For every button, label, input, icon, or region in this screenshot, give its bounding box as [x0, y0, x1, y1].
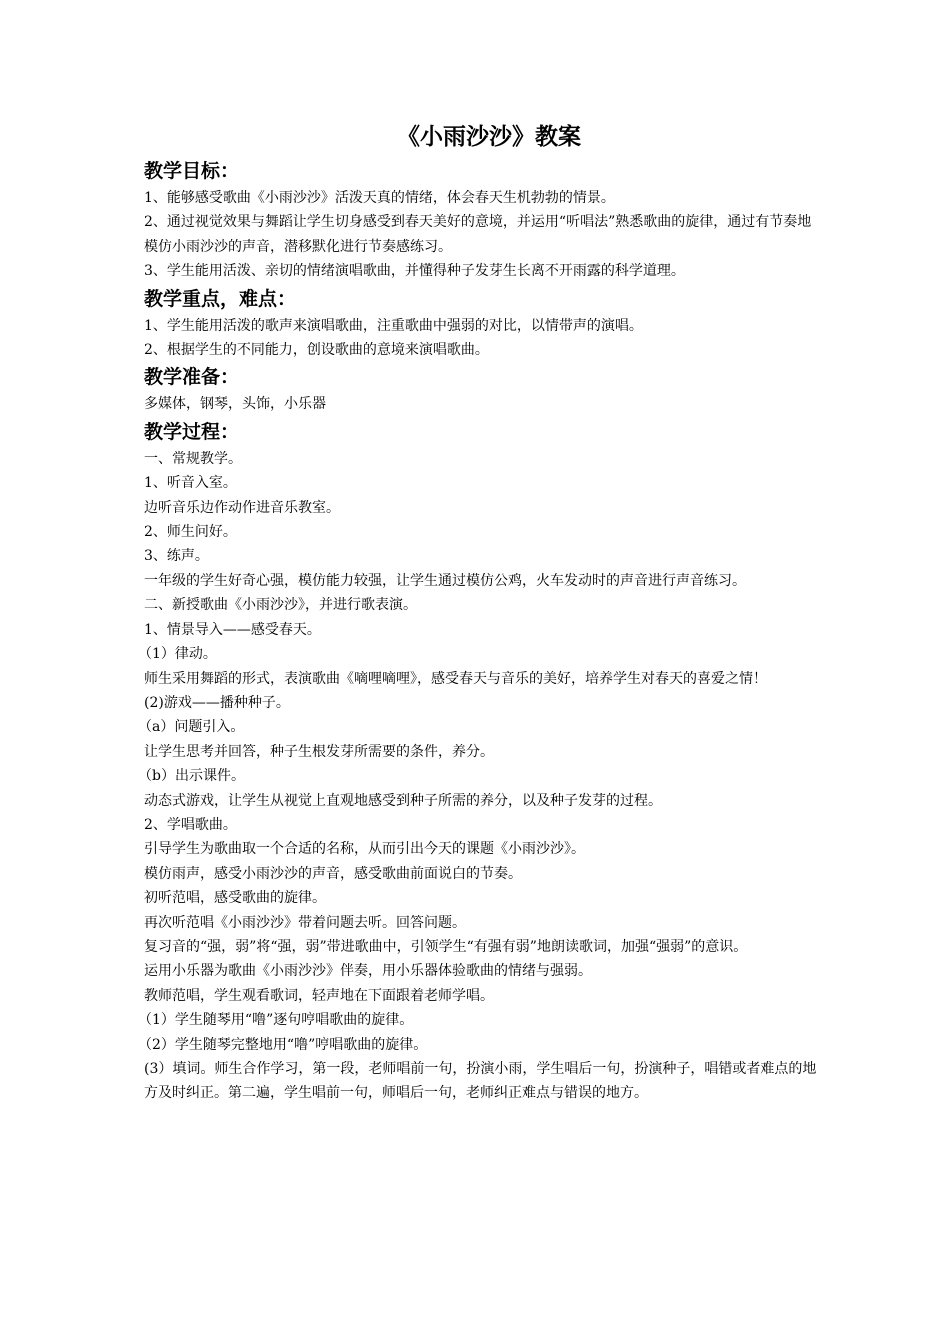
section-heading: 教学重点，难点：: [144, 287, 297, 310]
paragraph: 2、通过视觉效果与舞蹈让学生切身感受到春天美好的意境，并运用“听唱法”熟悉歌曲的旋律，通过有节奏地模仿小雨沙沙的声音，潜移默化进行节奏感练习。: [144, 214, 812, 255]
paragraph: （b）出示课件。: [138, 768, 245, 785]
paragraph: 边听音乐边作动作进音乐教室。: [144, 499, 340, 516]
paragraph: 3、练声。: [144, 548, 209, 565]
paragraph: （1）律动。: [138, 646, 217, 663]
section-objectives: [144, 156, 824, 284]
paragraph: 2、根据学生的不同能力，创设歌曲的意境来演唱歌曲。: [144, 342, 489, 359]
paragraph: (2)游戏——播种种子。: [144, 694, 290, 711]
paragraph: 一、常规教学。: [144, 450, 242, 467]
section-heading: 教学过程：: [144, 420, 240, 443]
paragraph: 1、听音入室。: [144, 475, 237, 492]
paragraph: （2）学生随琴完整地用“噜”哼唱歌曲的旋律。: [138, 1036, 428, 1053]
paragraph: 2、学唱歌曲。: [144, 816, 237, 833]
paragraph: （1）学生随琴用“噜”逐句哼唱歌曲的旋律。: [138, 1012, 414, 1029]
paragraph: 3、学生能用活泼、亲切的情绪演唱歌曲，并懂得种子发芽生长离不开雨露的科学道理。: [144, 263, 685, 280]
paragraph: 2、师生问好。: [144, 524, 237, 541]
section-key-points: [144, 284, 824, 363]
paragraph: 动态式游戏，让学生从视觉上直观地感受到种子所需的养分，以及种子发芽的过程。: [144, 792, 662, 809]
paragraph: 运用小乐器为歌曲《小雨沙沙》伴奏，用小乐器体验歌曲的情绪与强弱。: [144, 963, 592, 980]
paragraph: 一年级的学生好奇心强，模仿能力较强，让学生通过模仿公鸡，火车发动时的声音进行声音练习。: [144, 572, 746, 589]
section-preparation: [144, 362, 824, 416]
paragraph: 让学生思考并回答，种子生根发芽所需要的条件，养分。: [144, 743, 494, 760]
section-heading: 教学目标：: [144, 160, 240, 182]
paragraph: 1、能够感受歌曲《小雨沙沙》活泼天真的情绪，体会春天生机勃勃的情景。: [144, 190, 615, 206]
paragraph: 再次听范唱《小雨沙沙》带着问题去听。回答问题。: [144, 914, 466, 931]
document-title: 《小雨沙沙》教案: [397, 123, 581, 150]
paragraph: 初听范唱，感受歌曲的旋律。: [144, 890, 326, 907]
paragraph: (3）填词。师生合作学习，第一段，老师唱前一句，扮演小雨，学生唱后一句，扮演种子，唱错或者难点的地方及时纠正。第二遍，学生唱前一句，师唱后一句，老师纠正难点与错误的地方。: [144, 1061, 817, 1102]
paragraph: 师生采用舞蹈的形式，表演歌曲《嘀哩嘀哩》，感受春天与音乐的美好，培养学生对春天的喜爱之情！: [144, 670, 767, 687]
document-page: [138, 118, 824, 1106]
paragraph: 二、新授歌曲《小雨沙沙》，并进行歌表演。: [144, 597, 417, 614]
paragraph: 多媒体，钢琴，头饰，小乐器: [144, 396, 326, 413]
section-heading: 教学准备：: [144, 366, 240, 389]
section-process: [138, 417, 824, 1106]
paragraph: 教师范唱，学生观看歌词，轻声地在下面跟着老师学唱。: [144, 987, 494, 1004]
paragraph: （a）问题引入。: [138, 719, 245, 736]
paragraph: 1、学生能用活泼的歌声来演唱歌曲，注重歌曲中强弱的对比，以情带声的演唱。: [144, 317, 643, 334]
paragraph: 模仿雨声，感受小雨沙沙的声音，感受歌曲前面说白的节奏。: [144, 865, 522, 882]
paragraph: 1、情景导入——感受春天。: [144, 621, 321, 638]
paragraph: 引导学生为歌曲取一个合适的名称，从而引出今天的课题《小雨沙沙》。: [144, 841, 585, 858]
paragraph: 复习音的“强，弱”将“强，弱”带进歌曲中，引领学生“有强有弱”地朗读歌词，加强“强弱”的意识。: [144, 938, 748, 955]
